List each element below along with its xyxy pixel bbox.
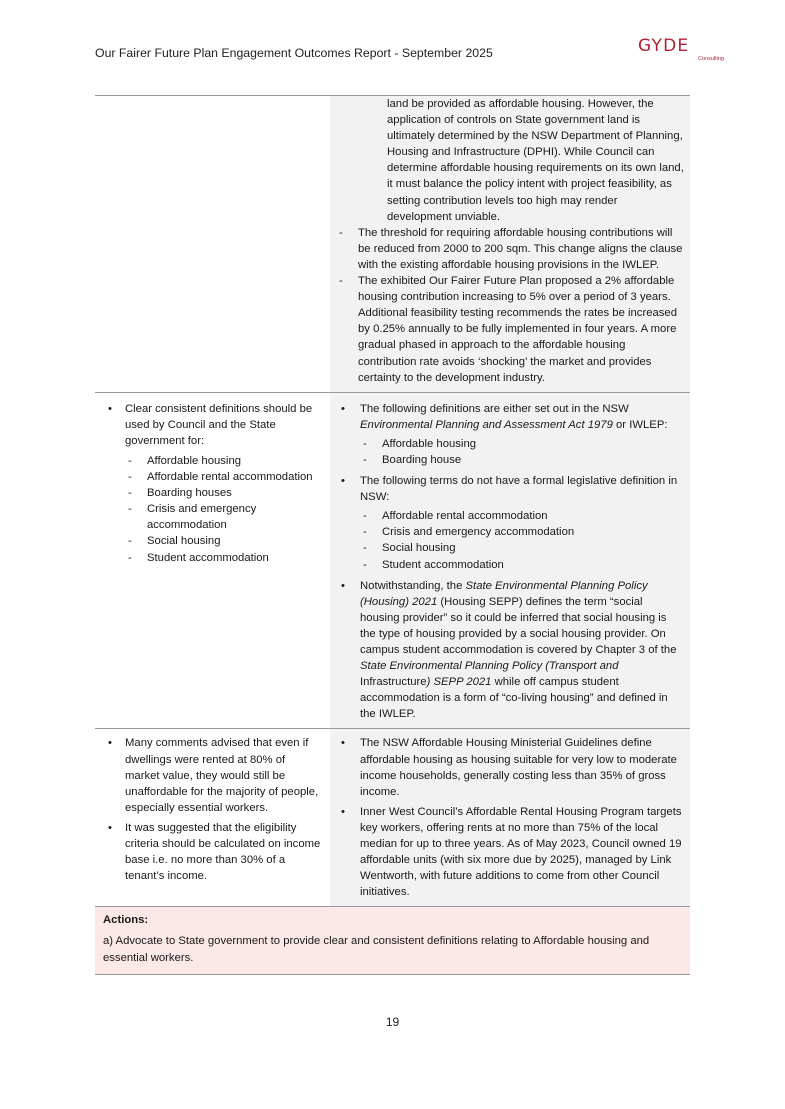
dash-list: [125, 453, 322, 566]
gyde-logo: [638, 38, 728, 68]
engagement-table: [95, 96, 690, 975]
list-item: • It was suggested that the eligibility criteria should be calculated on income base i.e. no more than 30% of a tenant’s income.: [103, 820, 322, 884]
feedback-cell: [95, 393, 330, 729]
bullet-list: [336, 401, 684, 723]
text-run: (Housing SEPP) defines the term “social housing provider” so it could be inferred that social housing is the type of housing provided by a social housing provider. On campus student accommodation is covered by Chapter 3 of the: [360, 595, 677, 656]
text-run: Notwithstanding, the: [360, 579, 466, 592]
text-run: while off campus student accommodation is a form of “co-living housing” and defined in the IWLEP.: [360, 676, 668, 721]
page-number: 19: [385, 1015, 400, 1029]
feedback-cell: [95, 96, 330, 392]
list-item: • Many comments advised that even if dwellings were rented at 80% of market value, they would still be unaffordable for the majority of people, especially essential workers.: [103, 735, 322, 815]
list-item: - Affordable housing: [360, 436, 684, 452]
text-run: or IWLEP:: [612, 418, 668, 431]
list-item: - Boarding houses: [125, 485, 322, 501]
table-row: [95, 96, 690, 393]
bullet-list: [103, 401, 322, 566]
policy-title: State Environmental Planning Policy (Transport and: [360, 660, 619, 673]
actions-box: [95, 907, 690, 974]
list-item: [336, 578, 684, 723]
list-item: - Social housing: [360, 540, 684, 556]
list-item: [103, 401, 322, 566]
list-item: - Crisis and emergency accommodation: [360, 524, 684, 540]
list-item: - Crisis and emergency accommodation: [125, 501, 322, 533]
response-cell: [330, 393, 690, 729]
continuation-text: land be provided as affordable housing. However, the application of controls on State government land is ultimately determined by the NSW Department of Planning, Housing and Infrastructure (DPHI). While Council can determine affordable housing requirements on its own land, it must balance the policy intent with project feasibility, as setting contribution levels too high may render development unviable.: [387, 98, 684, 223]
actions-heading: Actions:: [103, 914, 149, 927]
list-item: - Affordable rental accommodation: [125, 469, 322, 485]
list-item: • Inner West Council’s Affordable Rental Housing Program targets key workers, offering rents at no more than 75% of the local median for up to three years. As of May 2023, Council owned 19 affordable units (with six more due by 2025), managed by Link Wentworth, with future additions to come from other Council initiatives.: [336, 804, 684, 901]
logo-subtitle: Consulting: [698, 56, 724, 62]
policy-title: ) SEPP 2021: [426, 676, 492, 689]
list-item: [336, 401, 684, 468]
list-item: [336, 473, 684, 573]
text-run: The following terms do not have a formal legislative definition in NSW:: [360, 475, 678, 504]
dash-list: [360, 508, 684, 572]
list-item: - The threshold for requiring affordable housing contributions will be reduced from 2000 to 200 sqm. This change aligns the clause with the existing affordable housing provisions in the IWLEP.: [336, 225, 684, 273]
list-item: - Boarding house: [360, 452, 684, 468]
list-item: - Affordable housing: [125, 453, 322, 469]
policy-title: State Environmental Planning Policy (Housing) 2021: [360, 579, 648, 608]
list-item: - Student accommodation: [360, 557, 684, 573]
list-item: - The exhibited Our Fairer Future Plan proposed a 2% affordable housing contribution increasing to 5% over a period of 3 years. Additional feasibility testing recommends the rates be increased by 0.25% annually to be fully implemented in four years. A more gradual phased in approach to the affordable housing contribution rate avoids ‘shocking’ the market and provides certainty to the development industry.: [336, 273, 684, 386]
dash-list: [360, 436, 684, 468]
list-item: - Social housing: [125, 533, 322, 549]
bullet-list: [103, 735, 322, 884]
response-cell: [330, 729, 690, 906]
report-header-title: Our Fairer Future Plan Engagement Outcomes Report - September 2025: [95, 46, 493, 60]
dash-list: [336, 225, 684, 386]
list-item: - Student accommodation: [125, 550, 322, 566]
list-item: - Affordable rental accommodation: [360, 508, 684, 524]
list-item: • The NSW Affordable Housing Ministerial Guidelines define affordable housing as housing suitable for very low to moderate income households, generally costing less than 35% of gross income.: [336, 735, 684, 799]
actions-text: a) Advocate to State government to provide clear and consistent definitions relating to Affordable housing and essential workers.: [103, 935, 650, 964]
text-run: The following definitions are either set out in the NSW: [360, 402, 629, 415]
text-run: Infrastructure: [360, 676, 427, 689]
bullet-text: Clear consistent definitions should be used by Council and the State government for:: [125, 402, 313, 447]
act-title: Environmental Planning and Assessment Act 1979: [360, 418, 613, 431]
table-row: [95, 393, 690, 730]
logo-wordmark: GYDE: [638, 36, 690, 56]
feedback-cell: [95, 729, 330, 906]
bullet-list: [336, 735, 684, 900]
response-cell: [330, 96, 690, 392]
table-row: [95, 729, 690, 907]
